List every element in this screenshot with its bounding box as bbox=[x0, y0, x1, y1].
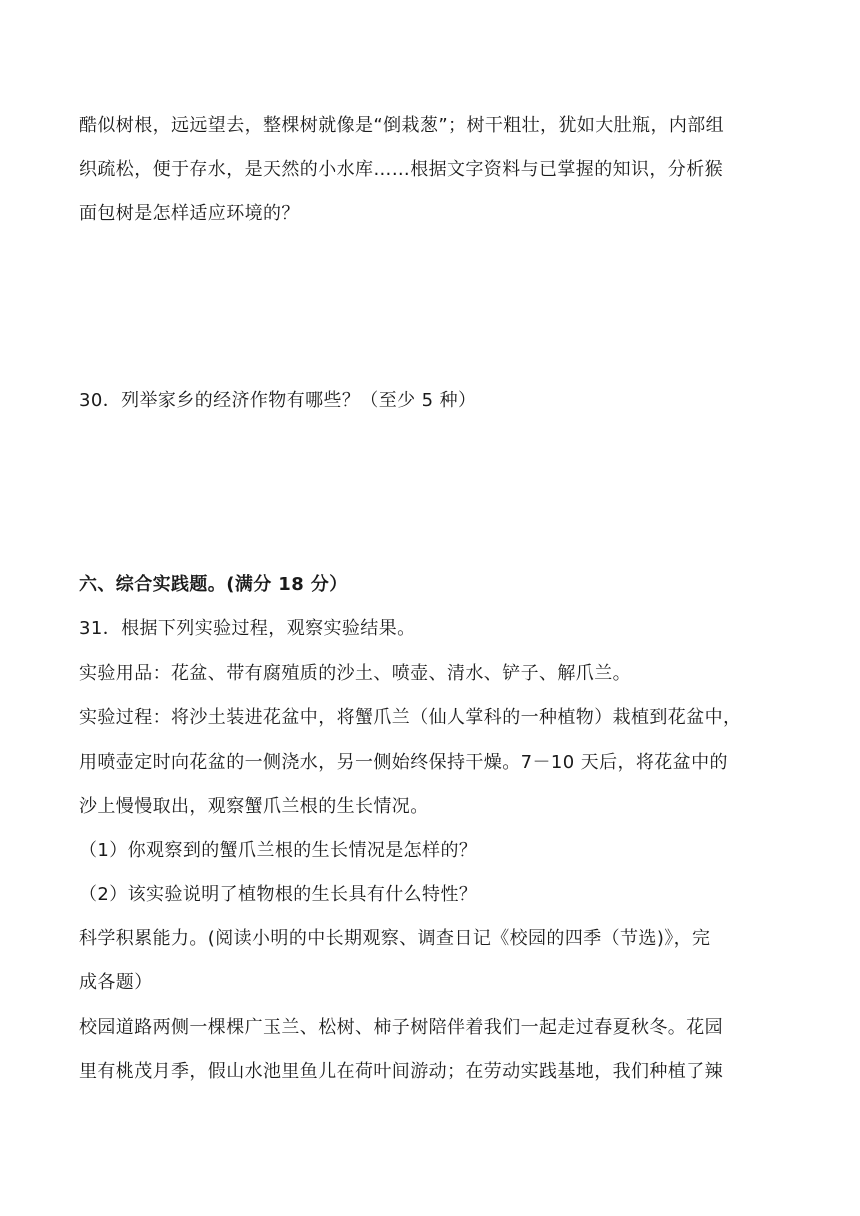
q31-sub-question-1: （1）你观察到的蟹爪兰根的生长情况是怎样的？ bbox=[79, 840, 478, 861]
q29-line-2: 织疏松，便于存水，是天然的小水库……根据文字资料与已掌握的知识，分析猴 bbox=[79, 159, 723, 180]
q31-procedure-line-3: 沙上慢慢取出，观察蟹爪兰根的生长情况。 bbox=[79, 796, 429, 817]
q31-materials: 实验用品：花盆、带有腐殖质的沙土、喷壶、清水、铲子、解爪兰。 bbox=[79, 663, 631, 684]
section-6-heading: 六、综合实践题。(满分 18 分） bbox=[79, 574, 348, 595]
q30-text: 30．列举家乡的经济作物有哪些？（至少 5 种） bbox=[79, 390, 477, 411]
reading-body-line-2: 里有桃茂月季，假山水池里鱼儿在荷叶间游动；在劳动实践基地，我们种植了辣 bbox=[79, 1061, 723, 1082]
q31-title: 31．根据下列实验过程，观察实验结果。 bbox=[79, 618, 416, 639]
reading-intro-line-1: 科学积累能力。(阅读小明的中长期观察、调查日记《校园的四季（节选)》，完 bbox=[79, 928, 711, 949]
q29-line-3: 面包树是怎样适应环境的？ bbox=[79, 203, 300, 224]
q31-procedure-line-1: 实验过程：将沙土装进花盆中，将蟹爪兰（仙人掌科的一种植物）栽植到花盆中， bbox=[79, 707, 742, 728]
reading-body-line-1: 校园道路两侧一棵棵广玉兰、松树、柿子树陪伴着我们一起走过春夏秋冬。花园 bbox=[79, 1017, 723, 1038]
q31-procedure-line-2: 用喷壶定时向花盆的一侧浇水，另一侧始终保持干燥。7－10 天后，将花盆中的 bbox=[79, 752, 728, 773]
reading-intro-line-2: 成各题） bbox=[79, 972, 153, 993]
q31-sub-question-2: （2）该实验说明了植物根的生长具有什么特性？ bbox=[79, 884, 478, 905]
q29-line-1: 酷似树根，远远望去，整棵树就像是“倒栽葱”；树干粗壮，犹如大肚瓶，内部组 bbox=[79, 115, 725, 136]
